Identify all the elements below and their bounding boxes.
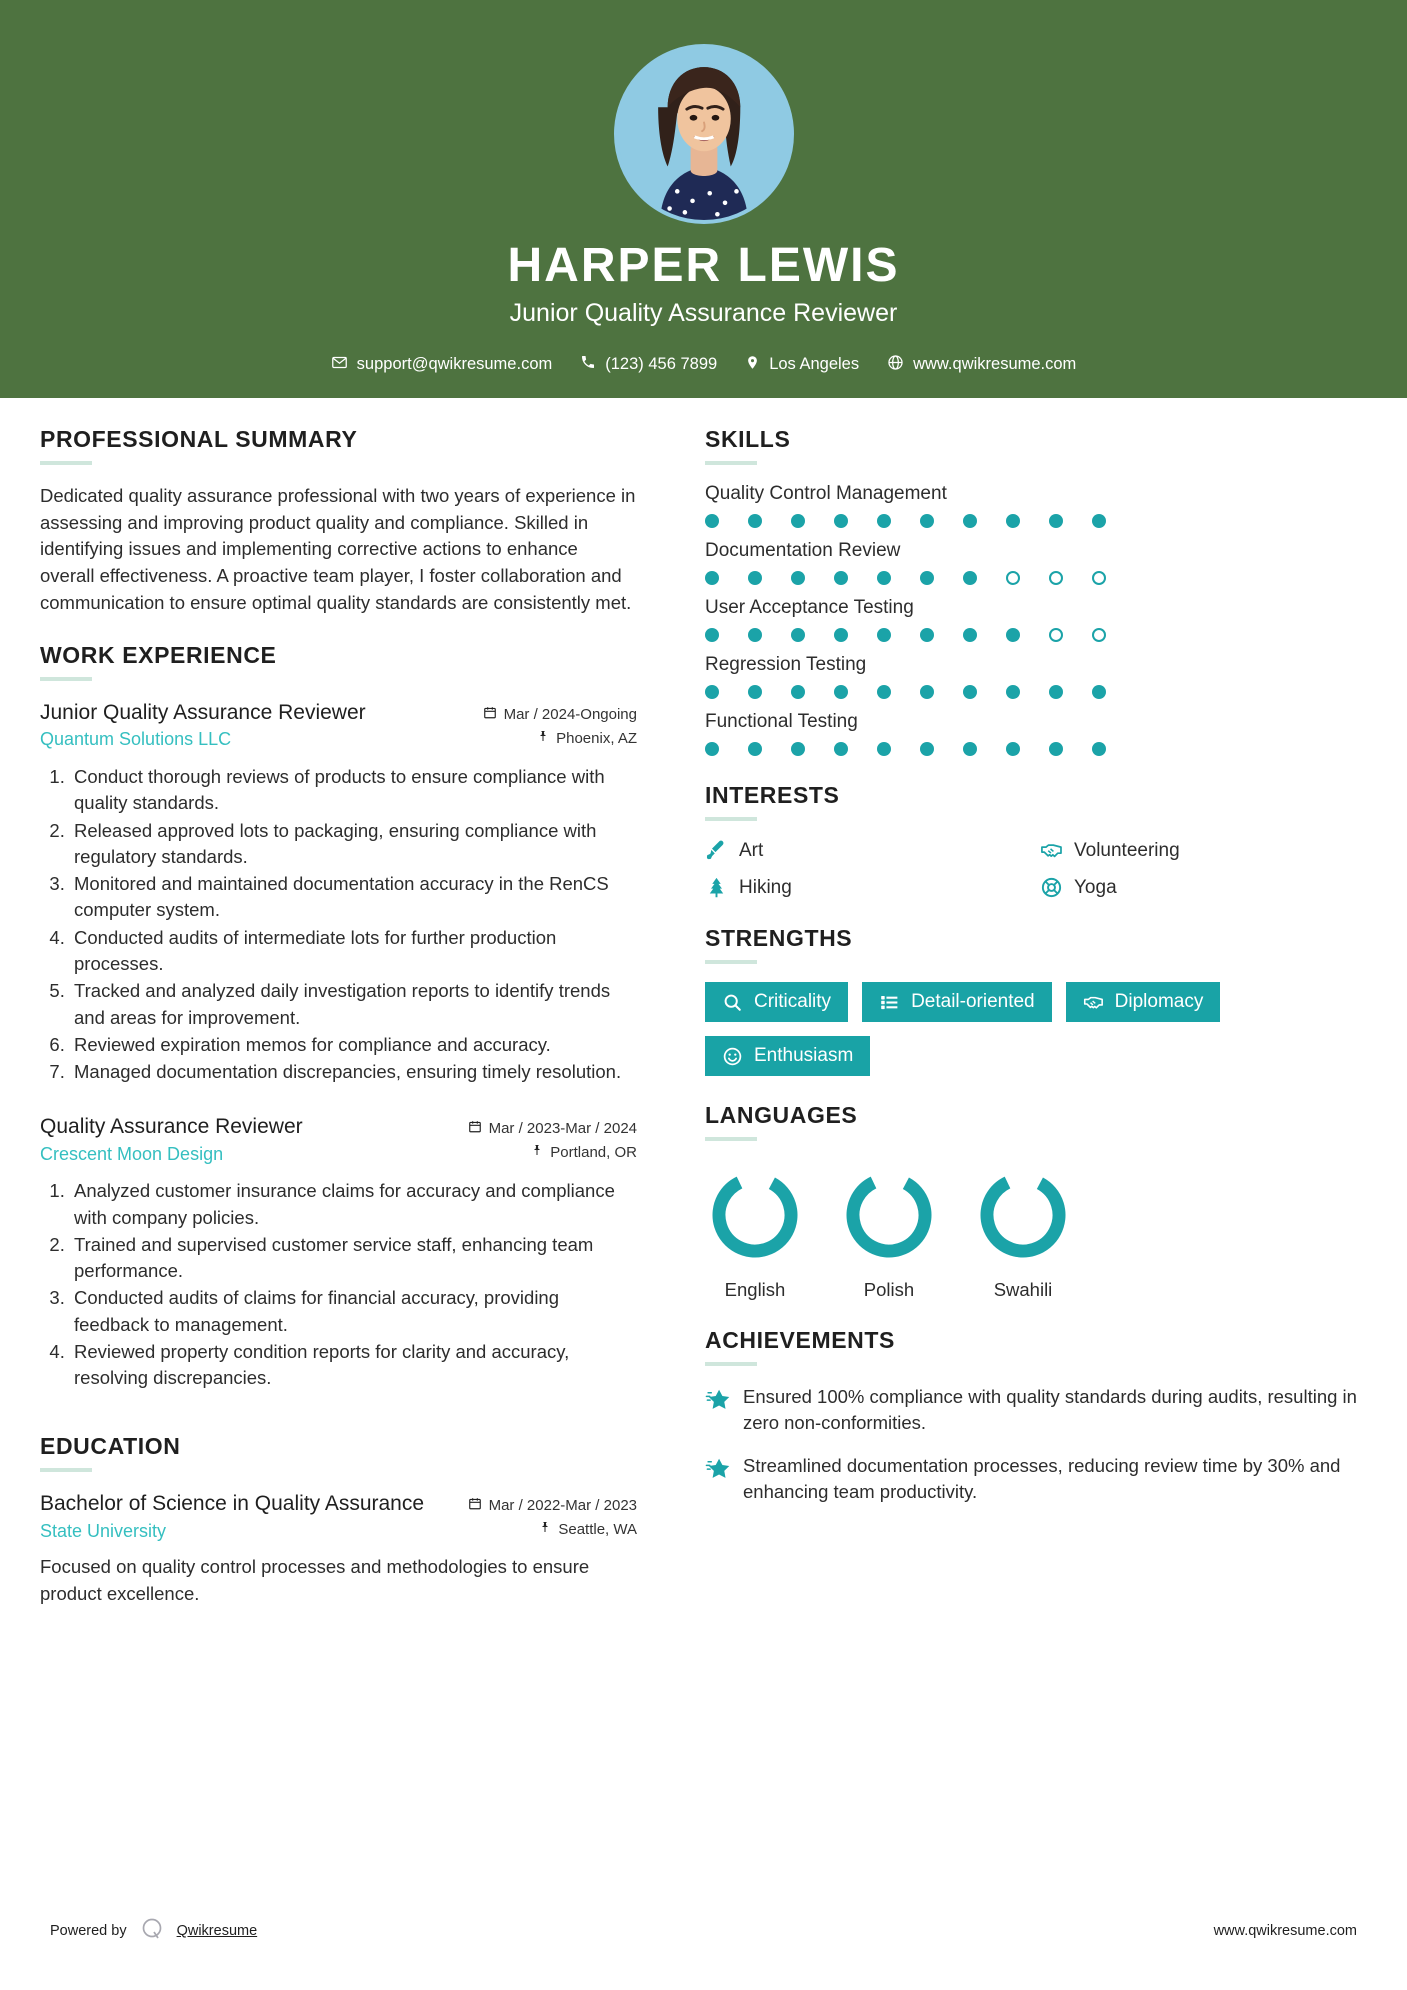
skill-dot [705,742,748,756]
skill-rating [705,628,1365,642]
job-bullets [70,764,637,1085]
skill-label: Documentation Review [705,540,901,561]
skill-dot [963,685,1006,699]
education-meta [468,1490,637,1543]
calendar-icon [468,1119,482,1138]
skill-label: Regression Testing [705,654,867,675]
education-degree: Bachelor of Science in Quality Assurance [40,1492,425,1516]
page-footer [0,1916,1407,1990]
job-company[interactable]: Quantum Solutions LLC [40,729,232,750]
work-entry [40,699,637,1085]
list-item: 3. Conducted audits of claims for financial accuracy, providing feedback to management. [70,1285,637,1338]
skill-dot [1049,742,1092,756]
section-rule [705,960,757,964]
strength-chip [862,982,1052,1022]
education-dates-line [468,1496,637,1515]
section-professional-summary [40,426,637,616]
education-entry [40,1490,637,1607]
envelope-icon [331,354,348,376]
pin-icon [531,1143,543,1161]
interest-label: Yoga [1074,876,1117,898]
skill-dot [920,742,963,756]
section-rule [705,817,757,821]
achievements-list [705,1384,1365,1505]
smiley-icon [722,1046,743,1067]
magnifier-icon [722,992,743,1013]
skill-dot [877,514,920,528]
skill-dot [1092,742,1135,756]
languages-list [705,1159,1365,1301]
skill-dot [1006,571,1049,585]
list-item: 2. Trained and supervised customer service staff, enhancing team performance. [70,1232,637,1285]
language-item [839,1165,939,1301]
contact-phone[interactable] [580,354,717,375]
skill-dot [1092,514,1135,528]
tree-icon [705,876,728,899]
skill-dot [877,628,920,642]
skill-dot [791,514,834,528]
job-dates-line [468,1119,637,1138]
skill-dot [1092,628,1135,642]
pin-icon [539,1520,551,1538]
skill-item [705,597,1365,642]
list-item: 2. Released approved lots to packaging, ensuring compliance with regulatory standards. [70,818,637,871]
list-item: 7. Managed documentation discrepancies, ensuring timely resolution. [70,1059,637,1085]
achievement-item [705,1453,1365,1506]
skill-dot [1049,685,1092,699]
footer-brand-link[interactable]: Qwikresume [176,1923,258,1939]
calendar-icon [483,705,497,724]
section-languages [705,1102,1365,1301]
section-title: LANGUAGES [705,1102,858,1128]
work-entry [40,1113,637,1391]
skill-label: User Acceptance Testing [705,597,914,618]
skill-dot [834,742,877,756]
list-icon [879,992,900,1013]
section-work-experience [40,642,637,1391]
strength-chip [705,1036,870,1076]
education-location: Seattle, WA [558,1520,637,1538]
skill-dot [791,571,834,585]
section-rule [40,1468,92,1472]
paintbrush-icon [705,839,728,862]
skill-dot [791,628,834,642]
section-rule [705,1137,757,1141]
achievement-text: Streamlined documentation processes, reducing review time by 30% and enhancing team productivity. [743,1454,1341,1502]
footer-powered-by [50,1916,257,1946]
skill-rating [705,514,1365,528]
section-achievements [705,1327,1365,1505]
skill-dot [877,742,920,756]
skill-rating [705,571,1365,585]
skill-dot [877,685,920,699]
list-item: 3. Monitored and maintained documentation accuracy in the RenCS computer system. [70,871,637,924]
contact-location-text: Los Angeles [769,355,860,374]
skill-dot [748,514,791,528]
strength-chip [1066,982,1221,1022]
interest-label: Hiking [739,876,792,898]
job-bullets [70,1178,637,1391]
list-item: 5. Tracked and analyzed daily investigation reports to identify trends and areas for improvement. [70,978,637,1031]
skill-dot [920,571,963,585]
contact-phone-text: (123) 456 7899 [605,355,718,374]
strength-label: Detail-oriented [911,991,1035,1012]
skill-dot [791,742,834,756]
section-rule [40,461,92,465]
contact-location [745,354,859,376]
interest-item [705,839,1030,862]
job-company[interactable]: Crescent Moon Design [40,1143,224,1164]
star-icon [705,1387,730,1412]
education-dates: Mar / 2022-Mar / 2023 [488,1497,637,1515]
section-title: EDUCATION [40,1433,181,1460]
avatar [614,44,794,224]
skill-dot [963,571,1006,585]
job-location: Portland, OR [550,1143,637,1161]
skill-item [705,654,1365,699]
right-column [665,426,1365,1633]
skill-dot [877,571,920,585]
skill-dot [1006,685,1049,699]
language-label: Swahili [993,1279,1053,1300]
skill-dot [1006,628,1049,642]
handshake-icon [1083,992,1104,1013]
skill-dot [705,514,748,528]
language-label: English [724,1279,786,1300]
education-location-line [468,1520,637,1538]
interest-item [705,876,1030,899]
section-title: STRENGTHS [705,925,853,951]
skill-dot [920,628,963,642]
profile-photo-icon [618,48,790,220]
contact-email-text: support@qwikresume.com [356,355,553,374]
resume-header [0,0,1407,398]
skill-dot [834,571,877,585]
skill-label: Quality Control Management [705,483,947,504]
skill-dot [963,742,1006,756]
education-school[interactable]: State University [40,1520,167,1541]
skill-dot [920,514,963,528]
education-description: Focused on quality control processes and methodologies to ensure product excellence. [40,1556,590,1604]
job-meta [468,1113,637,1166]
skill-rating [705,742,1365,756]
skill-dot [1092,685,1135,699]
phone-icon [580,354,596,375]
contact-website-text: www.qwikresume.com [913,355,1077,374]
resume-body [0,398,1407,1633]
section-strengths [705,925,1365,1076]
strengths-list [705,982,1365,1076]
list-item: 4. Conducted audits of intermediate lots for further production processes. [70,925,637,978]
skill-dot [791,685,834,699]
footer-powered-label: Powered by [50,1923,127,1939]
skill-dot [1092,571,1135,585]
map-pin-icon [745,354,760,376]
job-role: Junior Quality Assurance Reviewer [40,701,366,725]
skill-dot [834,628,877,642]
section-interests [705,782,1365,899]
skill-item [705,540,1365,585]
skill-dot [705,685,748,699]
left-column [40,426,665,1633]
skill-rating [705,685,1365,699]
contact-row [0,354,1407,376]
skill-dot [1006,742,1049,756]
list-item: 1. Analyzed customer insurance claims for accuracy and compliance with company policies. [70,1178,637,1231]
section-title: SKILLS [705,426,791,452]
skill-label: Functional Testing [705,711,858,732]
section-rule [705,1362,757,1366]
calendar-icon [468,1496,482,1515]
strength-chip [705,982,848,1022]
skill-dot [748,742,791,756]
skill-dot [705,571,748,585]
skill-dot [1049,514,1092,528]
job-dates: Mar / 2024-Ongoing [503,706,637,724]
globe-icon [887,354,904,376]
job-location-line [483,729,637,747]
skill-dot [834,685,877,699]
skill-dot [920,685,963,699]
interests-list [705,839,1365,899]
skill-dot [748,685,791,699]
list-item: 1. Conduct thorough reviews of products to ensure compliance with quality standards. [70,764,637,817]
job-role: Quality Assurance Reviewer [40,1115,303,1139]
header-job-title: Junior Quality Assurance Reviewer [509,298,898,327]
section-title: INTERESTS [705,782,840,808]
language-donut-chart [705,1165,805,1265]
handshake-icon [1040,839,1063,862]
language-item [973,1165,1073,1301]
strength-label: Criticality [754,991,832,1012]
skill-dot [834,514,877,528]
contact-email[interactable] [331,354,553,376]
lifebuoy-icon [1040,876,1063,899]
page-title: HARPER LEWIS [507,239,900,292]
section-rule [705,461,757,465]
summary-text: Dedicated quality assurance professional with two years of experience in assessing and improving product quality and compliance. Skilled in identifying issues and implementing corrective actions to enhance overall effectiveness. A proactive team player, I foster collaboration and communication to ensure optimal quality standards are consistently met. [40,485,636,613]
strength-label: Enthusiasm [754,1045,854,1066]
skill-dot [1006,514,1049,528]
job-dates-line [483,705,637,724]
interest-item [1040,876,1365,899]
skill-dot [705,628,748,642]
language-donut-chart [973,1165,1073,1265]
skill-dot [1049,571,1092,585]
contact-website[interactable] [887,354,1076,376]
job-meta [483,699,637,752]
list-item: 6. Reviewed expiration memos for compliance and accuracy. [70,1032,637,1058]
achievement-text: Ensured 100% compliance with quality standards during audits, resulting in zero non-conformities. [743,1386,1357,1434]
interest-item [1040,839,1365,862]
language-label: Polish [863,1279,915,1300]
job-dates: Mar / 2023-Mar / 2024 [488,1120,637,1138]
section-title: PROFESSIONAL SUMMARY [40,426,358,452]
language-item [705,1165,805,1301]
skill-item [705,711,1365,756]
section-rule [40,677,92,681]
qwikresume-logo-icon [139,1916,165,1946]
job-location-line [468,1143,637,1161]
star-icon [705,1456,730,1481]
job-location: Phoenix, AZ [556,729,637,747]
achievement-item [705,1384,1365,1437]
footer-url[interactable]: www.qwikresume.com [1213,1923,1357,1939]
skills-list [705,483,1365,756]
pin-icon [537,729,549,747]
section-title: ACHIEVEMENTS [705,1327,895,1353]
section-skills [705,426,1365,756]
skill-dot [748,628,791,642]
interest-label: Art [739,839,764,861]
strength-label: Diplomacy [1114,991,1204,1012]
section-title: WORK EXPERIENCE [40,642,277,669]
language-donut-chart [839,1165,939,1265]
list-item: 4. Reviewed property condition reports for clarity and accuracy, resolving discrepancies. [70,1339,637,1392]
skill-dot [963,628,1006,642]
skill-dot [963,514,1006,528]
skill-dot [748,571,791,585]
skill-dot [1049,628,1092,642]
section-education [40,1433,637,1607]
skill-item [705,483,1365,528]
interest-label: Volunteering [1074,839,1180,861]
